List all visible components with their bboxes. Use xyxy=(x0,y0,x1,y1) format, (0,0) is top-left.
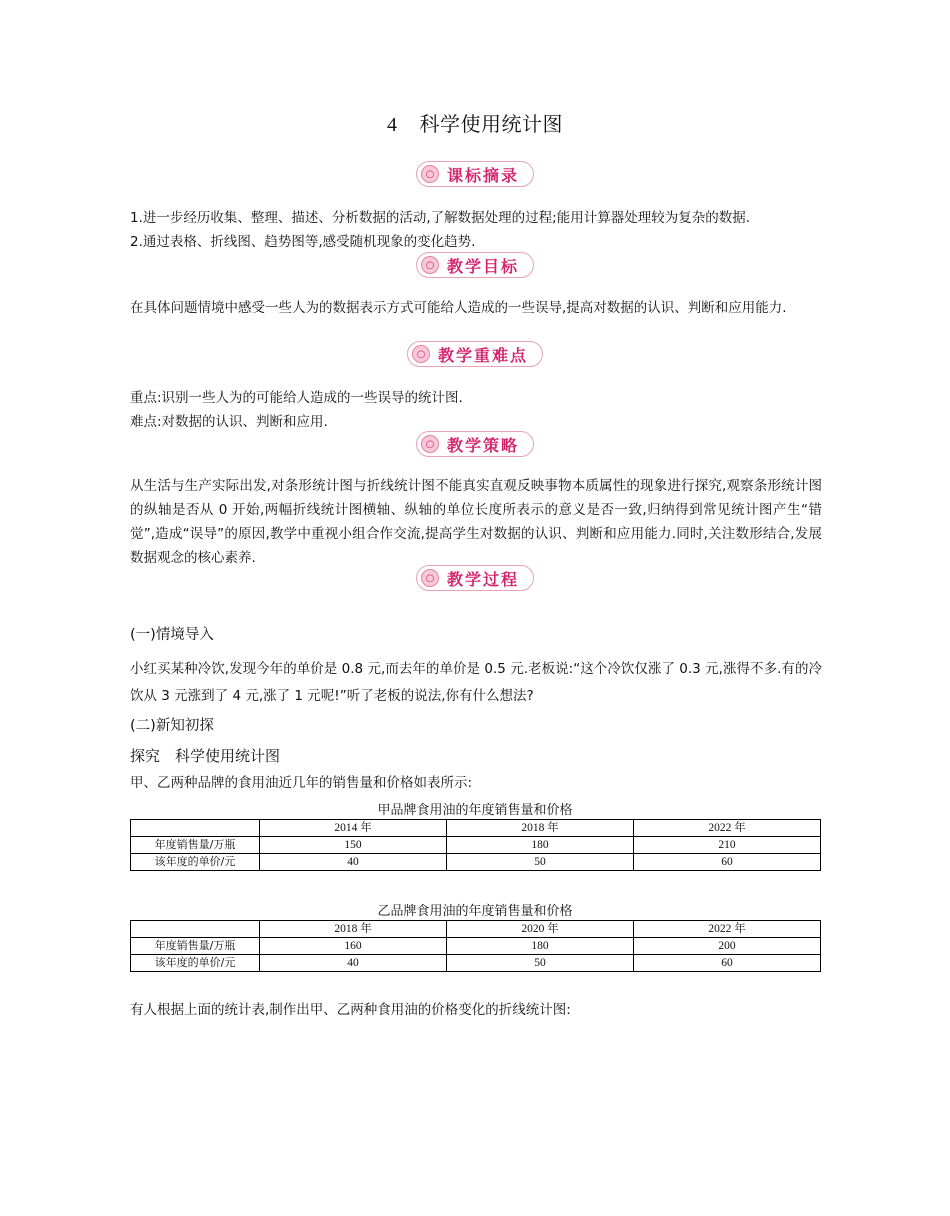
heading-explore: 探究 科学使用统计图 xyxy=(130,747,281,765)
book-icon: ○ xyxy=(421,165,439,183)
table-row xyxy=(131,820,821,837)
section-badge-standards xyxy=(0,161,950,187)
table-cell: 210 xyxy=(634,837,821,854)
table-cell: 200 xyxy=(634,938,821,955)
table-cell: 60 xyxy=(634,854,821,871)
table-a xyxy=(130,819,821,871)
strategy-paragraph: 从生活与生产实际出发,对条形统计图与折线统计图不能真实直观反映事物本质属性的现象进行探究,观察条形统计图的纵轴是否从 0 开始,两幅折线统计图横轴、纵轴的单位长度所表示的意义是否一致,归纳得到常见统计图产生“错觉”,造成“误导”的原因,教学中重视小组合作交流,提高学生对数据的认识、判断和应用能力.同时,关注数形结合,发展数据观念的核心素养. xyxy=(130,478,822,566)
lesson-number: 4 xyxy=(387,114,398,136)
table-cell-empty xyxy=(131,921,260,938)
table-row-header: 该年度的单价/元 xyxy=(131,854,260,871)
tables-intro: 甲、乙两种品牌的食用油近几年的销售量和价格如表所示: xyxy=(130,775,473,791)
section-title-keypoints: 教学重难点 xyxy=(437,345,528,365)
table-row xyxy=(131,938,821,955)
table-a-caption: 甲品牌食用油的年度销售量和价格 xyxy=(377,803,573,818)
section-title-goals: 教学目标 xyxy=(446,256,519,276)
heading-situation: (一)情境导入 xyxy=(130,627,214,643)
table-row xyxy=(131,854,821,871)
section-title-process: 教学过程 xyxy=(446,569,519,589)
table-cell: 40 xyxy=(260,854,447,871)
section-badge-keypoints xyxy=(0,341,950,367)
keypoint-focus: 重点:识别一些人为的可能给人造成的一些误导的统计图. xyxy=(130,390,463,406)
table-row-header: 该年度的单价/元 xyxy=(131,955,260,972)
section-badge-goals xyxy=(0,252,950,278)
table-row-header: 年度销售量/万瓶 xyxy=(131,938,260,955)
table-cell: 180 xyxy=(447,938,634,955)
table-cell: 50 xyxy=(447,955,634,972)
table-row-header: 年度销售量/万瓶 xyxy=(131,837,260,854)
table-row xyxy=(131,955,821,972)
standards-item-1: 1.进一步经历收集、整理、描述、分析数据的活动,了解数据处理的过程;能用计算器处理较为复杂的数据. xyxy=(130,210,751,226)
table-cell: 180 xyxy=(447,837,634,854)
table-cell: 40 xyxy=(260,955,447,972)
situation-paragraph: 小红买某种冷饮,发现今年的单价是 0.8 元,而去年的单价是 0.5 元.老板说:“这个冷饮仅涨了 0.3 元,涨得不多.有的冷饮从 3 元涨到了 4 元,涨了 1 元呢!”听了老板的说法,你有什么想法? xyxy=(130,661,822,704)
closing-paragraph: 有人根据上面的统计表,制作出甲、乙两种食用油的价格变化的折线统计图: xyxy=(130,1002,571,1018)
keypoint-difficulty: 难点:对数据的认识、判断和应用. xyxy=(130,414,328,430)
table-cell-empty xyxy=(131,820,260,837)
standards-paragraph xyxy=(130,206,822,254)
table-cell: 2022 年 xyxy=(634,820,821,837)
section-badge-strategy xyxy=(0,431,950,457)
section-badge-process xyxy=(0,565,950,591)
book-icon: ○ xyxy=(421,435,439,453)
table-cell: 2014 年 xyxy=(260,820,447,837)
section-title-strategy: 教学策略 xyxy=(446,435,519,455)
section-title-standards: 课标摘录 xyxy=(446,165,519,185)
book-icon: ○ xyxy=(412,345,430,363)
heading-new-knowledge: (二)新知初探 xyxy=(130,718,214,734)
lesson-title: 科学使用统计图 xyxy=(419,112,563,136)
table-cell: 2018 年 xyxy=(447,820,634,837)
book-icon: ○ xyxy=(421,256,439,274)
table-cell: 2020 年 xyxy=(447,921,634,938)
table-b-caption: 乙品牌食用油的年度销售量和价格 xyxy=(377,904,573,919)
table-cell: 2018 年 xyxy=(260,921,447,938)
book-icon: ○ xyxy=(421,569,439,587)
table-cell: 2022 年 xyxy=(634,921,821,938)
table-row xyxy=(131,837,821,854)
standards-item-2: 2.通过表格、折线图、趋势图等,感受随机现象的变化趋势. xyxy=(130,234,476,250)
table-cell: 60 xyxy=(634,955,821,972)
goals-paragraph: 在具体问题情境中感受一些人为的数据表示方式可能给人造成的一些误导,提高对数据的认识、判断和应用能力. xyxy=(130,300,787,316)
table-b xyxy=(130,920,821,972)
table-cell: 150 xyxy=(260,837,447,854)
table-cell: 160 xyxy=(260,938,447,955)
page-title xyxy=(0,108,950,137)
keypoints-paragraph xyxy=(130,386,822,434)
table-row xyxy=(131,921,821,938)
table-cell: 50 xyxy=(447,854,634,871)
